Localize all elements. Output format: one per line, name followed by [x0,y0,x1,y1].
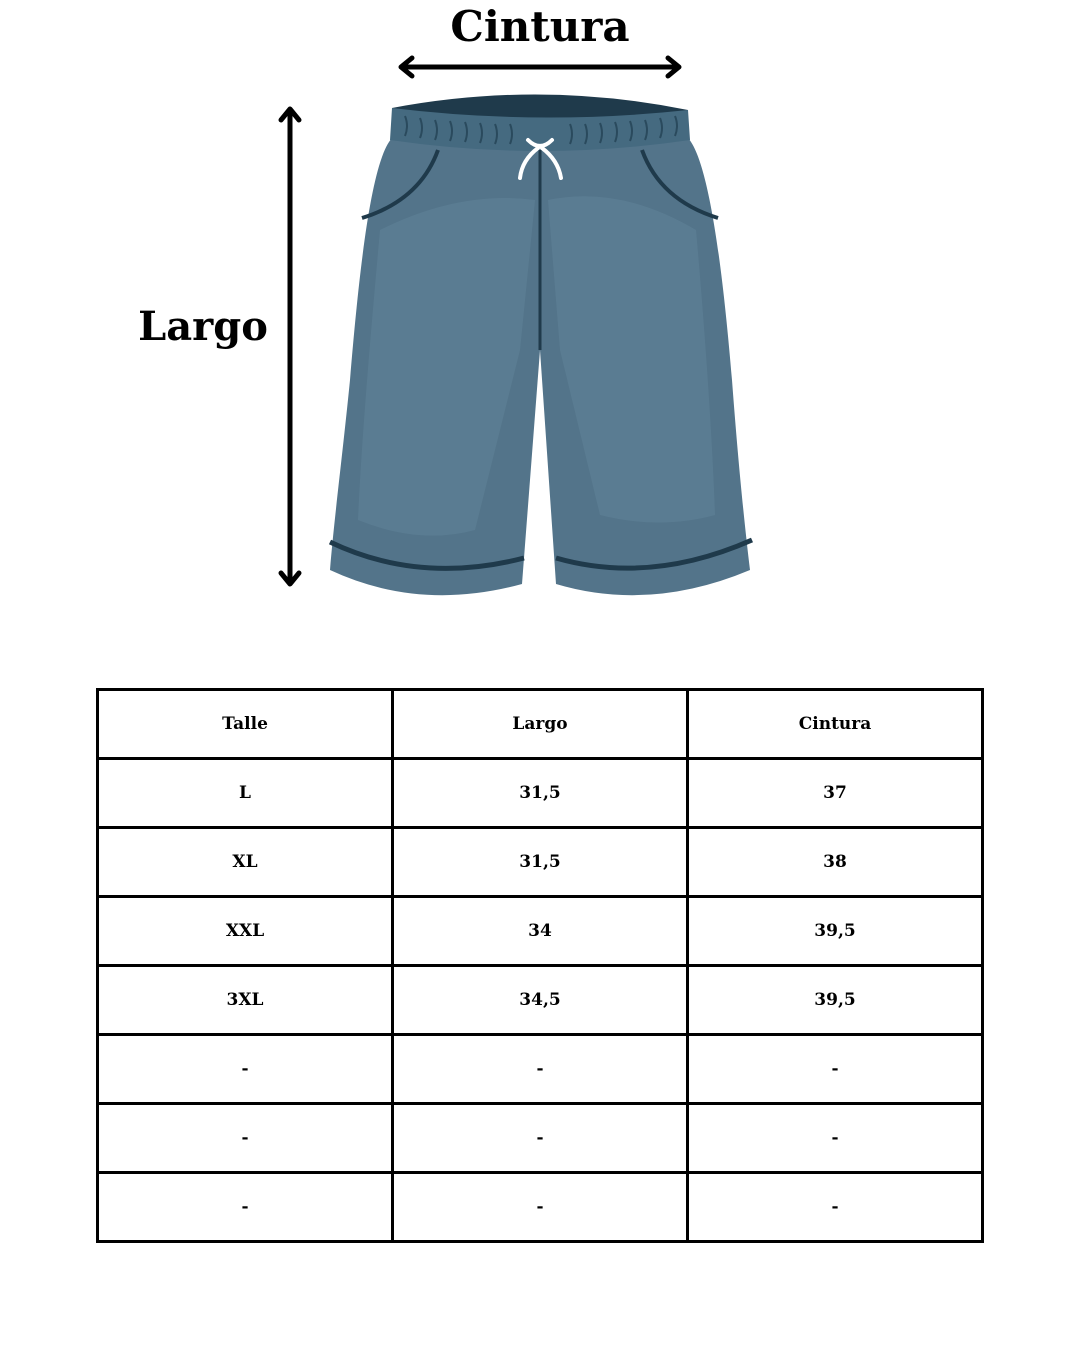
length-arrow-icon [281,109,299,584]
cell-cintura: 39,5 [688,897,983,966]
header-talle: Talle [98,690,393,759]
cell-cintura: 37 [688,759,983,828]
header-largo: Largo [393,690,688,759]
shorts-icon [330,94,752,595]
cell-cintura: - [688,1173,983,1242]
waist-label: Cintura [450,2,630,51]
table-row [98,759,983,828]
cell-talle: XL [98,828,393,897]
table-row [98,1035,983,1104]
cell-cintura: 39,5 [688,966,983,1035]
cell-largo: 34,5 [393,966,688,1035]
table-row [98,1173,983,1242]
cell-talle: L [98,759,393,828]
length-label: Largo [138,303,268,350]
waist-arrow-icon [401,58,679,76]
cell-largo: 34 [393,897,688,966]
cell-talle: 3XL [98,966,393,1035]
table-header-row [98,690,983,759]
cell-talle: - [98,1035,393,1104]
cell-largo: - [393,1173,688,1242]
cell-talle: - [98,1173,393,1242]
cell-largo: - [393,1035,688,1104]
table-row [98,1104,983,1173]
header-cintura: Cintura [688,690,983,759]
cell-cintura: - [688,1035,983,1104]
cell-cintura: - [688,1104,983,1173]
cell-largo: - [393,1104,688,1173]
cell-largo: 31,5 [393,759,688,828]
table-row [98,966,983,1035]
cell-cintura: 38 [688,828,983,897]
table-row [98,897,983,966]
cell-talle: XXL [98,897,393,966]
table-row [98,828,983,897]
cell-largo: 31,5 [393,828,688,897]
cell-talle: - [98,1104,393,1173]
measurement-figure [0,0,1080,640]
size-table [96,688,984,1243]
